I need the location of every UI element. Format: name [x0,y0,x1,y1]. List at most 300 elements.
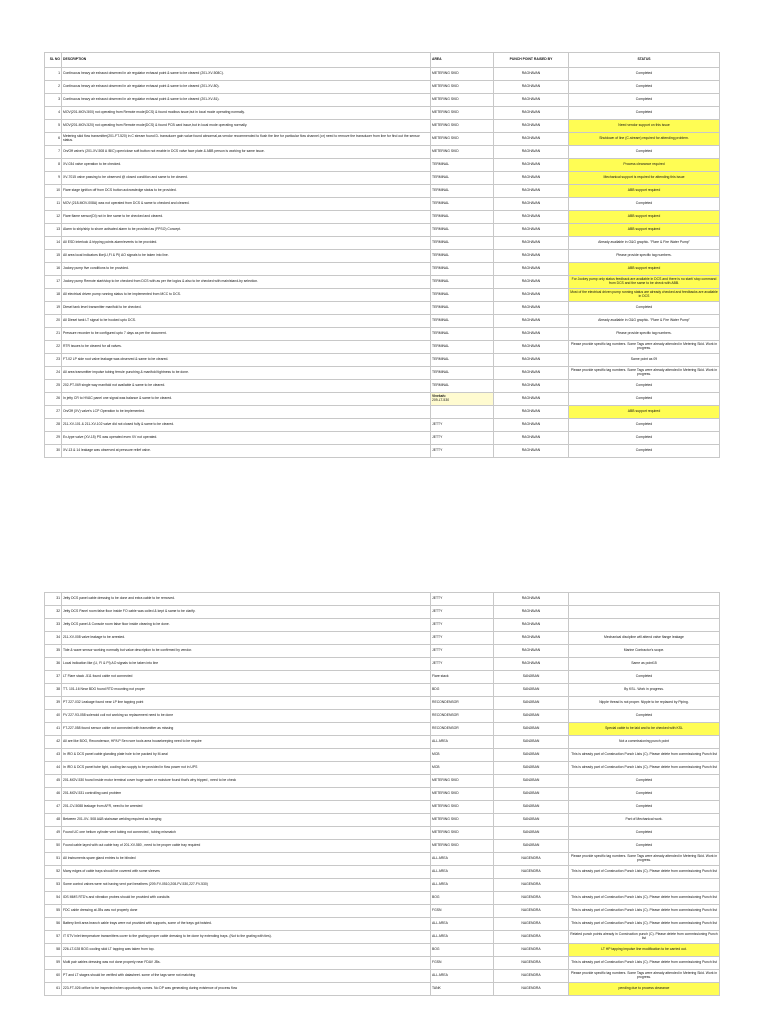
cell-description: MOV(201-MOV-520) not operating from Remote mode(DCS) & found PCB card issue,but in local mode operating normally. [62,120,431,133]
cell-description: 201-CV-5088 leakage from AFR, need to be arrested [62,801,431,814]
cell-raised-by: RAGHAVAN [494,276,569,289]
cell-status: Completed [569,775,720,788]
cell-status: Completed [569,827,720,840]
table-row [45,406,720,419]
cell-raised-by: SANJIBAN [494,775,569,788]
cell-sl-no: 30 [45,445,62,458]
cell-raised-by: RAGHAVAN [494,250,569,263]
cell-sl-no: 25 [45,380,62,393]
comment-note [431,393,494,406]
cell-description: Ex-type valve (XV-15) PS was operated even XV not operated. [62,432,431,445]
cell-description: Found cable layed with out cable tray of 201-XV-580 , need to be proper cable tray required [62,840,431,853]
cell-area: BDG [431,684,494,697]
cell-description: All electrical driven pump running status to be implemented from MCC to DCS. [62,289,431,302]
cell-sl-no: 60 [45,970,62,983]
cell-area: METERING SKID [431,788,494,801]
cell-area: TERMINAL [431,328,494,341]
cell-description: RTR issues to be cleared for all valves. [62,341,431,354]
cell-area: JETTY [431,619,494,632]
table-row [45,354,720,367]
cell-sl-no: 35 [45,645,62,658]
table-row [45,658,720,671]
header-area: AREA [431,53,494,68]
cell-area: ALL AREA [431,931,494,944]
cell-description: On/Off valve's (201-XV-508 A /B/C) open/close soft button not enable in DCS valve face plate & ABB person is working for same issue. [62,146,431,159]
table-row [45,710,720,723]
cell-sl-no: 19 [45,302,62,315]
cell-raised-by: NAGENDRA [494,879,569,892]
cell-sl-no: 46 [45,788,62,801]
cell-area: ALL AREA [431,918,494,931]
cell-raised-by: NAGENDRA [494,905,569,918]
table-row [45,944,720,957]
cell-raised-by: SANJIBAN [494,671,569,684]
cell-status: Already available in O&G graphic- "Flare & Fire Water Pump" [569,237,720,250]
cell-area: JETTY [431,645,494,658]
table-row [45,645,720,658]
cell-area: METERING SKID [431,120,494,133]
cell-area: JETTY [431,432,494,445]
cell-raised-by: RAGHAVAN [494,632,569,645]
cell-sl-no: 28 [45,419,62,432]
cell-sl-no: 36 [45,658,62,671]
cell-area: TERMINAL [431,367,494,380]
table-row [45,801,720,814]
table-row [45,827,720,840]
cell-description: PT and LT stages should be verified with datasheet. some of the tags were not matching [62,970,431,983]
cell-status: Please provide specific tag numbers. [569,328,720,341]
table-row [45,302,720,315]
cell-status [569,879,720,892]
cell-description: Tide & wave sensor working normally but value description to be confirmed by vendor. [62,645,431,658]
cell-description: XV-034 valve operation to be checked. [62,159,431,172]
cell-status: Most of the electrical driven pump running status are already checked and feedbacks are available in DCS [569,289,720,302]
cell-raised-by: SANJIBAN [494,762,569,775]
cell-raised-by: RAGHAVAN [494,328,569,341]
cell-description: Flare stage ignition off from DCS button acknowledge status to be provided. [62,185,431,198]
cell-area: FGSN [431,905,494,918]
cell-area: TERMINAL [431,315,494,328]
cell-description: TT- 101-16 Near BDG found RTD mounting not proper [62,684,431,697]
cell-status: Shutdown of line (C-stream) required for attending problem. [569,133,720,146]
cell-status: ABB support required [569,185,720,198]
cell-status: Completed [569,840,720,853]
table-row [45,367,720,380]
cell-status: Related punch points already in Construction punch (C). Please delete from commissioning Punch list [569,931,720,944]
cell-description: PT 227-032 Leakage found near LP line tapping point [62,697,431,710]
cell-description: Multi pair cables dressing was not done properly near FDAV JBs. [62,957,431,970]
table-row [45,736,720,749]
cell-description: All ESD interlock & tripping points alarm/events to be provided. [62,237,431,250]
table-row [45,133,720,146]
cell-status: ABB support required [569,263,720,276]
cell-description: 202-PT-069 single way manifold not available & same to be cleared. [62,380,431,393]
cell-raised-by: RAGHAVAN [494,419,569,432]
header-sl-no: SL NO [45,53,62,68]
cell-status: Completed [569,81,720,94]
cell-raised-by: RAGHAVAN [494,185,569,198]
table-row [45,606,720,619]
cell-description: LT Flare stack -511 found cable not connected [62,671,431,684]
table-row [45,814,720,827]
cell-status: ABB support required [569,211,720,224]
cell-raised-by: RAGHAVAN [494,645,569,658]
cell-sl-no: 22 [45,341,62,354]
table-row [45,380,720,393]
cell-sl-no: 4 [45,107,62,120]
cell-area [431,406,494,419]
cell-description: Diesel tank level transmitter manifold to be checked. [62,302,431,315]
cell-status: Not a commissioning punch point [569,736,720,749]
table-row [45,840,720,853]
table-row [45,146,720,159]
table-row [45,328,720,341]
cell-sl-no: 5 [45,120,62,133]
cell-sl-no: 37 [45,671,62,684]
cell-status: Completed [569,198,720,211]
cell-sl-no: 14 [45,237,62,250]
cell-area: TERMINAL [431,224,494,237]
cell-area: METERING SKID [431,81,494,94]
table-row [45,775,720,788]
cell-sl-no: 44 [45,762,62,775]
cell-area: JETTY [431,606,494,619]
cell-sl-no: 2 [45,81,62,94]
cell-description: Between 201-XV- 508 A&B staircase welding required as hanging [62,814,431,827]
cell-sl-no: 59 [45,957,62,970]
cell-raised-by: RAGHAVAN [494,315,569,328]
cell-sl-no: 29 [45,432,62,445]
cell-status: For Jockey pump only status feedback are available in DCS and there is no start/ stop command from DCS and the same to be check with ABB. [569,276,720,289]
table-row [45,593,720,606]
cell-status: Completed [569,671,720,684]
table-row [45,684,720,697]
cell-sl-no: 32 [45,606,62,619]
cell-description: FT-02 LP side root valve leakage was observed & same to be cleared. [62,354,431,367]
cell-description: All Instruments spare gland entries to be blinded [62,853,431,866]
cell-sl-no: 12 [45,211,62,224]
cell-area: TERMINAL [431,237,494,250]
cell-sl-no: 54 [45,892,62,905]
table-row [45,697,720,710]
cell-status: Marine Contractor's scope. [569,645,720,658]
table-row [45,445,720,458]
table-row [45,81,720,94]
cell-description: IDS MMS RTD's and vibration probes should be provided with conduits [62,892,431,905]
cell-description: Flare flame sensor(DI) not in line same to be checked and cleared. [62,211,431,224]
cell-sl-no: 33 [45,619,62,632]
table-row [45,723,720,736]
cell-description: In jetty CR to HVAC panel one signal was balance & same to be cleared. [62,393,431,406]
cell-description: 201-MOV-531 controlling card problem [62,788,431,801]
cell-sl-no: 31 [45,593,62,606]
cell-description: XV-13 & 14 leakage was observed at pressure relief valve. [62,445,431,458]
table-row [45,224,720,237]
cell-sl-no: 58 [45,944,62,957]
cell-sl-no: 1 [45,68,62,81]
cell-sl-no: 61 [45,983,62,996]
cell-raised-by: NAGENDRA [494,931,569,944]
table-row [45,107,720,120]
table-row [45,762,720,775]
cell-sl-no: 24 [45,367,62,380]
cell-status [569,619,720,632]
cell-status: pending due to process clearance [569,983,720,996]
cell-area: TERMINAL [431,250,494,263]
cell-raised-by: RAGHAVAN [494,445,569,458]
cell-status: Completed [569,788,720,801]
table-row [45,315,720,328]
cell-area: BOG [431,892,494,905]
cell-sl-no: 50 [45,840,62,853]
cell-raised-by: RAGHAVAN [494,237,569,250]
cell-description: 201-MOV-530 found inside motor terminal cover huge water or moisture found that's why tripped , need to be check [62,775,431,788]
cell-area: TERMINAL [431,198,494,211]
cell-area: RECONDENSOR [431,697,494,710]
table-row [45,432,720,445]
cell-status: Completed [569,432,720,445]
cell-status: Mechanical discipline will attend valve flange leakage [569,632,720,645]
cell-area: JETTY [431,632,494,645]
cell-status: This is already part of Construction Punch Lists (C). Please delete from commissioning Punch list [569,905,720,918]
cell-raised-by: RAGHAVAN [494,198,569,211]
cell-raised-by: SANJIBAN [494,801,569,814]
cell-raised-by: NAGENDRA [494,866,569,879]
cell-description: All are like BOG, Recondensor, HP/LP Sen nore tools area housekeeping need to be require [62,736,431,749]
table-row [45,931,720,944]
cell-raised-by: RAGHAVAN [494,406,569,419]
cell-area: TERMINAL [431,276,494,289]
cell-area: METERING SKID [431,840,494,853]
cell-description: Found UC one helium cylinder vent tubing not connected , tubing mismatch [62,827,431,840]
cell-description: 226-LT-028 BOG cooling skid LT tapping was taken from top. [62,944,431,957]
cell-area: METERING SKID [431,814,494,827]
cell-area: ALL AREA [431,879,494,892]
cell-status: ABB support required [569,406,720,419]
cell-raised-by: SANJIBAN [494,788,569,801]
cell-description: Pressure recorder to be configured upto 7 days as per the document. [62,328,431,341]
cell-area: BOG [431,944,494,957]
table-row [45,237,720,250]
cell-area: TERMINAL [431,289,494,302]
cell-area: JETTY [431,593,494,606]
cell-status: Completed [569,445,720,458]
cell-status: This is already part of Construction Punch Lists (C). Please delete from commissioning Punch list [569,957,720,970]
cell-status: Completed [569,380,720,393]
cell-status: Please provide specific tag numbers. Some Tags were already attended in Metering Skid. Work in progress. [569,367,720,380]
cell-area: METERING SKID [431,68,494,81]
cell-sl-no: 27 [45,406,62,419]
cell-status: Process clearance required [569,159,720,172]
cell-area: Flare stack [431,671,494,684]
punch-table-1 [44,52,720,458]
note-body: 209-LT-530 [432,398,450,402]
cell-sl-no: 41 [45,723,62,736]
cell-description: Continuous heavy air exhaust observed in air regulator exhaust point & same to be cleared (201-XV-508C). [62,68,431,81]
cell-raised-by: RAGHAVAN [494,68,569,81]
cell-area: METERING SKID [431,107,494,120]
table-row [45,957,720,970]
cell-sl-no: 21 [45,328,62,341]
cell-area: MCB [431,749,494,762]
cell-description: Alarm to ship/ship to shore activated alarm to be provided as (FPSO) Concept. [62,224,431,237]
cell-description: Jetty DCS panel cable dressing to be done and extra cable to be removed. [62,593,431,606]
cell-sl-no: 26 [45,393,62,406]
cell-raised-by: RAGHAVAN [494,619,569,632]
cell-sl-no: 3 [45,94,62,107]
cell-description: In IRO & DCS panel cable glanding plate hole to be packed by M-seal [62,749,431,762]
header-raised-by: PUNCH POINT RAISED BY [494,53,569,68]
cell-raised-by: SANJIBAN [494,697,569,710]
cell-area: METERING SKID [431,801,494,814]
cell-area: TERMINAL [431,354,494,367]
cell-raised-by: NAGENDRA [494,983,569,996]
cell-raised-by: RAGHAVAN [494,354,569,367]
cell-raised-by: RAGHAVAN [494,146,569,159]
cell-description: Metering skid flow transmitter(201-FT-520) in C stream found D- transducer gain value found abnormal,as vendor recommended to flush the line for particular flow channel (or) need to remove the transducer from line for find out the sensor status. [62,133,431,146]
cell-sl-no: 45 [45,775,62,788]
cell-raised-by: RAGHAVAN [494,593,569,606]
cell-area: MCB [431,762,494,775]
cell-status [569,593,720,606]
cell-description: 211-XV-101 & 211-XV-102 valve did not closed fully & same to be cleared. [62,419,431,432]
cell-raised-by: SANJIBAN [494,684,569,697]
cell-sl-no: 48 [45,814,62,827]
cell-area: TERMINAL [431,263,494,276]
table-row [45,892,720,905]
cell-raised-by: SANJIBAN [494,840,569,853]
cell-status: Same as point15 [569,658,720,671]
cell-status: LT HP tapping impulse line modification to be carried out. [569,944,720,957]
cell-description: FDC cable dressing at JBs was not properly done [62,905,431,918]
cell-raised-by: NAGENDRA [494,944,569,957]
cell-status: Need vendor support on this issue [569,120,720,133]
cell-status: Completed [569,710,720,723]
cell-raised-by: RAGHAVAN [494,367,569,380]
cell-area: JETTY [431,445,494,458]
table-row [45,185,720,198]
cell-description: All area local indicators like(LI,FI & PI) AO signals to be taken into line. [62,250,431,263]
cell-area: ALL AREA [431,736,494,749]
table-row [45,393,720,406]
cell-raised-by: RAGHAVAN [494,159,569,172]
table-row [45,853,720,866]
table-row [45,289,720,302]
cell-sl-no: 38 [45,684,62,697]
cell-status: Completed [569,68,720,81]
cell-raised-by: RAGHAVAN [494,393,569,406]
cell-area: TERMINAL [431,185,494,198]
cell-description: MOV(201-MOV-500) not operating from Remote mode(DCS) & found modbus issue,but in local mode operating normally. [62,107,431,120]
cell-status [569,606,720,619]
cell-description: Jockey pump five conditions to be provided. [62,263,431,276]
cell-raised-by: RAGHAVAN [494,341,569,354]
cell-raised-by: RAGHAVAN [494,289,569,302]
table-row [45,263,720,276]
cell-status: Special cable to be laid and to be checked with KSL [569,723,720,736]
cell-raised-by: NAGENDRA [494,892,569,905]
cell-raised-by: RAGHAVAN [494,263,569,276]
table-row [45,419,720,432]
cell-area: TERMINAL [431,341,494,354]
cell-status: This is already part of Construction Punch Lists (C). Please delete from commissioning Punch list [569,892,720,905]
cell-raised-by: RAGHAVAN [494,302,569,315]
cell-description: FV 227-93-058 solenoid coil not working so replacement need to be done [62,710,431,723]
cell-raised-by: NAGENDRA [494,853,569,866]
cell-area: TERMINAL [431,172,494,185]
header-row [45,53,720,68]
cell-sl-no: 42 [45,736,62,749]
cell-status: Completed [569,107,720,120]
cell-status: Completed [569,801,720,814]
cell-raised-by: RAGHAVAN [494,224,569,237]
cell-area: TERMINAL [431,159,494,172]
cell-sl-no: 52 [45,866,62,879]
cell-description: Many edges of cable trays should be covered with some sleeves [62,866,431,879]
cell-status: Mechanical support is required for attending this issue [569,172,720,185]
table-row [45,983,720,996]
cell-status: Already available in O&G graphic- "Flare & Fire Water Pump" [569,315,720,328]
table-row [45,671,720,684]
cell-status: Completed [569,94,720,107]
cell-description: Continuous heavy air exhaust observed in air regulator exhaust point & same to be cleared (201-XV-81). [62,94,431,107]
cell-description: 223-FT-026 orifice to be inspected when opportunity comes. No DP was generating during existence of process flow [62,983,431,996]
table-row [45,632,720,645]
cell-sl-no: 57 [45,931,62,944]
cell-sl-no: 6 [45,133,62,146]
cell-area: TERMINAL [431,380,494,393]
cell-area: RECONDENSOR [431,710,494,723]
cell-description: 211-XV-008 valve leakage to be arrested. [62,632,431,645]
table-row [45,68,720,81]
table-row [45,749,720,762]
cell-area: RECONDENSOR [431,723,494,736]
cell-area: METERING SKID [431,775,494,788]
cell-status: This is already part of Construction Punch Lists (C). Please delete from commissioning Punch list [569,866,720,879]
cell-status: Please provide specific tag numbers. Some Tags were already attended in Metering Skid. Work in progress. [569,970,720,983]
cell-status: Completed [569,419,720,432]
cell-area: TERMINAL [431,302,494,315]
cell-raised-by: RAGHAVAN [494,658,569,671]
cell-status: Completed [569,302,720,315]
cell-sl-no: 11 [45,198,62,211]
cell-area: ALL AREA [431,853,494,866]
cell-status: Please provide specific tag numbers. Some Tags were already attended in Metering Skid. Work in progress. [569,341,720,354]
cell-raised-by: SANJIBAN [494,723,569,736]
cell-description: Local indication like (LI, FI & PI) AO signals to be taken into line [62,658,431,671]
cell-description: Jockey pump Remote start/stop to be checked from DCS with as per the logics & also to be checked with main/stand-by selection. [62,276,431,289]
table-row [45,159,720,172]
cell-status: Please provide specific tag numbers. Some Tags were already attended in Metering Skid. Work in progress. [569,853,720,866]
cell-description: All area transmitter impulse tubing ferrule punching & manifold tightness to be done. [62,367,431,380]
header-description: DESCRIPTION [62,53,431,68]
cell-raised-by: RAGHAVAN [494,380,569,393]
cell-sl-no: 20 [45,315,62,328]
note-title: Vivekah: [432,394,446,399]
cell-raised-by: NAGENDRA [494,918,569,931]
cell-sl-no: 43 [45,749,62,762]
table-row [45,172,720,185]
cell-area: METERING SKID [431,133,494,146]
cell-status: Nipple thread is not proper. Nipple to be replaced by Piping. [569,697,720,710]
table-row [45,619,720,632]
cell-sl-no: 55 [45,905,62,918]
cell-description: IT STV inlet temperature transmitters cover to the grating proper cable dressing to be done by extending trays. (Not to the grating with ties). [62,931,431,944]
cell-status: This is already part of Construction Punch Lists (C). Please delete from commissioning Punch list [569,918,720,931]
cell-sl-no: 49 [45,827,62,840]
table-row [45,341,720,354]
cell-area: JETTY [431,419,494,432]
